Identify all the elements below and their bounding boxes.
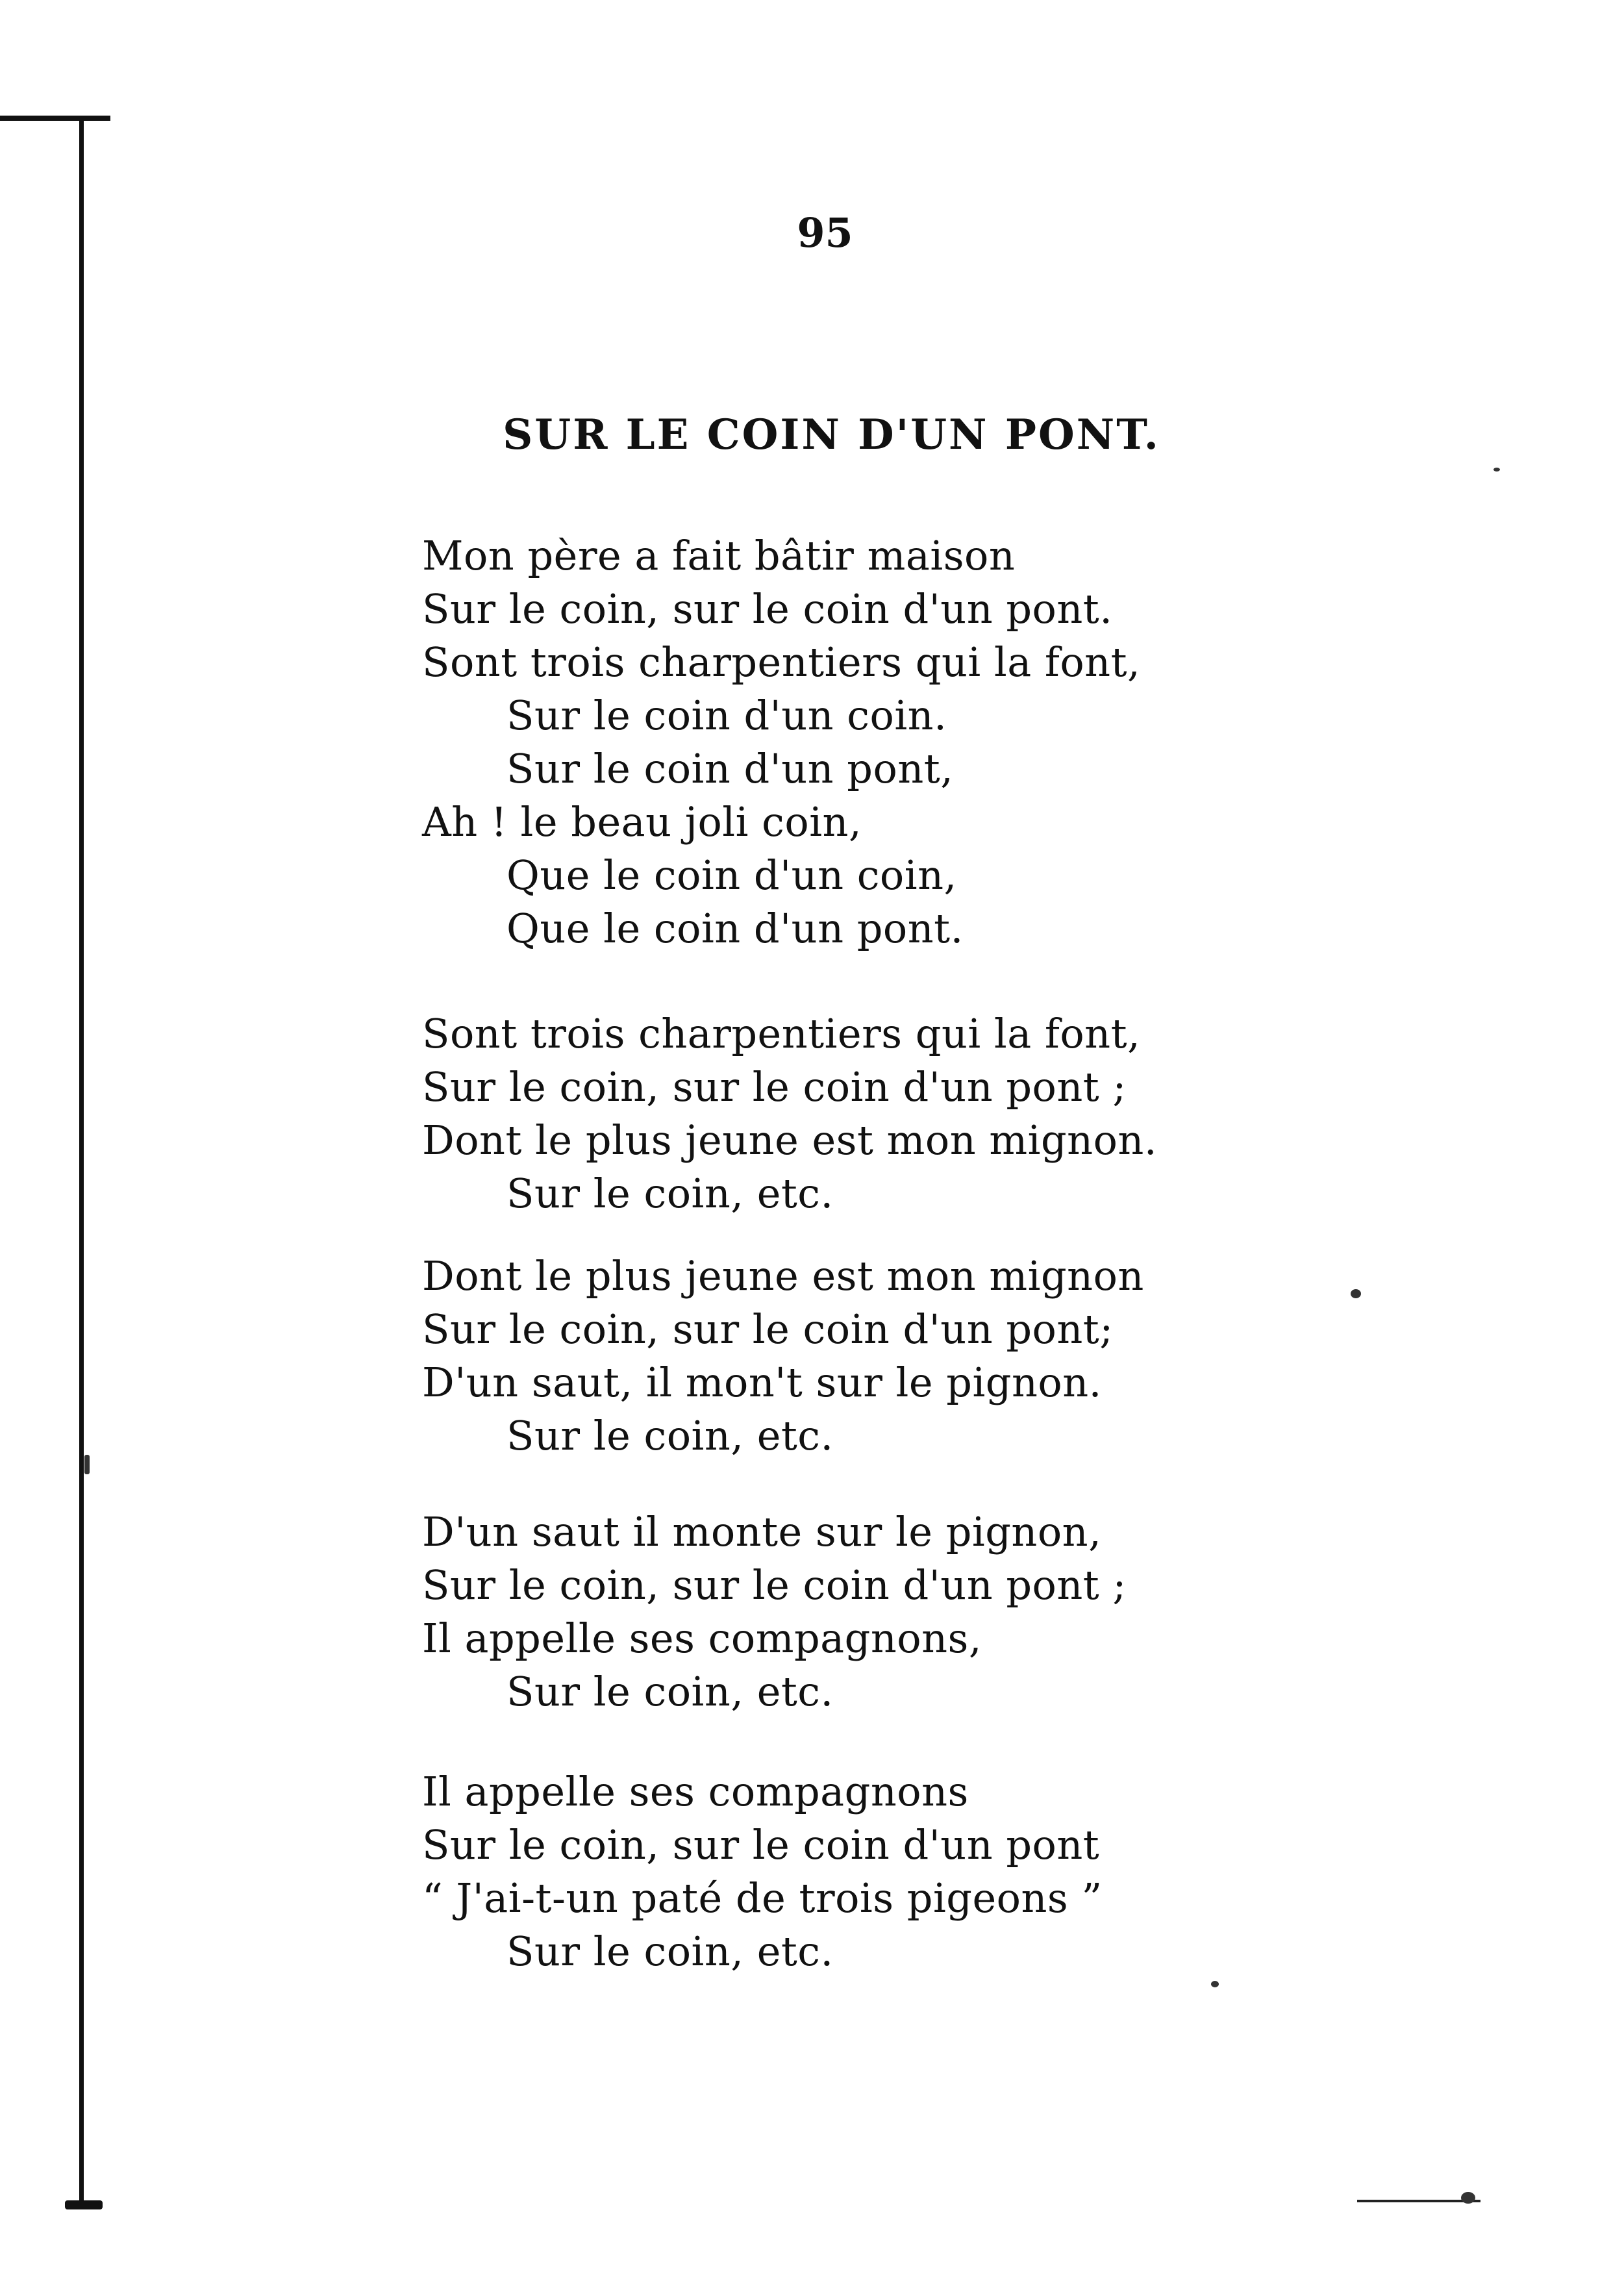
poem-line: Dont le plus jeune est mon mignon. — [422, 1116, 1158, 1164]
poem-line: D'un saut il monte sur le pignon, — [422, 1508, 1102, 1555]
scan-speck — [84, 1455, 90, 1474]
poem-line: Sur le coin, sur le coin d'un pont — [422, 1821, 1100, 1868]
poem-line: Sur le coin, etc. — [506, 1170, 834, 1217]
poem-line: Sur le coin, sur le coin d'un pont ; — [422, 1063, 1127, 1111]
binding-edge-foot — [65, 2200, 103, 2209]
scan-speck — [1493, 468, 1500, 472]
poem-line: Mon père a fait bâtir maison — [422, 532, 1016, 579]
poem-line: Sur le coin, etc. — [506, 1412, 834, 1459]
poem-line: Dont le plus jeune est mon mignon — [422, 1252, 1144, 1300]
poem-line: Sur le coin, sur le coin d'un pont ; — [422, 1561, 1127, 1609]
scan-speck — [1461, 2192, 1475, 2204]
poem-body — [422, 529, 1526, 1978]
poem-line: “ J'ai-t-un paté de trois pigeons ” — [422, 1874, 1103, 1922]
poem-line: Il appelle ses compagnons, — [422, 1615, 982, 1662]
poem-line: Sur le coin, etc. — [506, 1928, 834, 1975]
poem-line: Que le coin d'un coin, — [506, 851, 957, 899]
poem-line: Sur le coin, etc. — [506, 1668, 834, 1715]
poem-line: Sur le coin d'un pont, — [506, 745, 954, 792]
poem-line: Sur le coin, sur le coin d'un pont. — [422, 585, 1113, 633]
page-number: 95 — [797, 209, 853, 257]
poem-line: Il appelle ses compagnons — [422, 1768, 969, 1815]
poem-line: Sont trois charpentiers qui la font, — [422, 1010, 1141, 1057]
stanza-3 — [422, 1250, 1526, 1463]
stanza-2 — [422, 1007, 1526, 1220]
scan-speck — [1351, 1289, 1361, 1298]
stanza-4 — [422, 1505, 1526, 1718]
poem-line: D'un saut, il mon't sur le pignon. — [422, 1359, 1102, 1406]
scan-speck — [1211, 1981, 1219, 1987]
poem-line: Que le coin d'un pont. — [506, 905, 964, 952]
poem-line: Sur le coin, sur le coin d'un pont; — [422, 1305, 1114, 1353]
stanza-1 — [422, 529, 1526, 955]
stanza-5 — [422, 1765, 1526, 1978]
binding-edge-top — [0, 116, 110, 121]
poem-line: Ah ! le beau joli coin, — [422, 798, 862, 846]
poem-line: Sont trois charpentiers qui la font, — [422, 638, 1141, 686]
poem-line: Sur le coin d'un coin. — [506, 692, 947, 739]
poem-title: SUR LE COIN D'UN PONT. — [503, 410, 1160, 459]
